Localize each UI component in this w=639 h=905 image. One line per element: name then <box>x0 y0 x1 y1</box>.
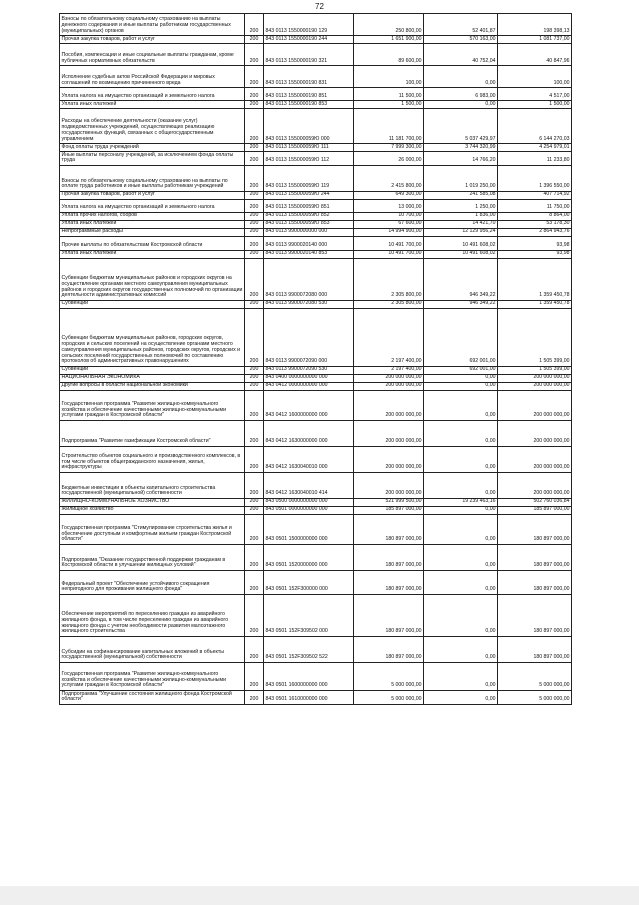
table-row <box>60 258 572 300</box>
table-row <box>60 101 572 109</box>
row-unexecuted-cell: 5 000 000,00 <box>498 690 572 704</box>
table-body <box>60 14 572 705</box>
row-unexecuted-cell: 6 144 270,03 <box>498 109 572 144</box>
row-unexecuted-cell: 1 359 450,78 <box>498 258 572 300</box>
row-approved-cell: 2 415 800,00 <box>354 165 424 191</box>
table-row <box>60 636 572 662</box>
table-row <box>60 228 572 236</box>
row-executed-cell: 1 250,00 <box>424 199 498 212</box>
row-budget-code-cell: 843 0113 155000059Ю 852 <box>264 212 354 220</box>
footer-strip <box>0 886 639 905</box>
row-unexecuted-cell: 180 897 000,00 <box>498 544 572 570</box>
row-line-code-cell: 200 <box>245 570 264 594</box>
table-row <box>60 109 572 144</box>
row-line-code-cell: 200 <box>245 88 264 101</box>
row-executed-cell: 0,00 <box>424 594 498 636</box>
row-unexecuted-cell: 180 897 000,00 <box>498 570 572 594</box>
row-name-cell: Строительство объектов социального и производственного комплексов, в том числе объектов общегражданского назначения, жилья, инфраструктуры <box>60 446 245 472</box>
row-line-code-cell: 200 <box>245 594 264 636</box>
row-name-cell: Государственная программа "Развитие жилищно-коммунального хозяйства и обеспечение качественными жилищно-коммунальными услугами граждан в Костромской области" <box>60 390 245 420</box>
table-row <box>60 66 572 88</box>
table-row <box>60 14 572 36</box>
row-line-code-cell: 200 <box>245 636 264 662</box>
table-row <box>60 36 572 44</box>
row-unexecuted-cell: 93,98 <box>498 236 572 250</box>
row-executed-cell: 0,00 <box>424 382 498 390</box>
row-line-code-cell: 200 <box>245 446 264 472</box>
row-name-cell: Уплата прочих налогов, сборов <box>60 212 245 220</box>
row-line-code-cell: 200 <box>245 250 264 258</box>
table-row <box>60 152 572 166</box>
row-approved-cell: 89 600,00 <box>354 44 424 66</box>
row-approved-cell: 521 999 500,00 <box>354 498 424 506</box>
row-unexecuted-cell: 1 500,00 <box>498 101 572 109</box>
row-name-cell: Федеральный проект "Обеспечение устойчивого сокращения непригодного для проживания жилищного фонда" <box>60 570 245 594</box>
row-approved-cell: 100,00 <box>354 66 424 88</box>
row-executed-cell: 14 421,70 <box>424 220 498 228</box>
row-line-code-cell: 200 <box>245 662 264 690</box>
row-name-cell: Непрограммные расходы <box>60 228 245 236</box>
row-approved-cell: 180 897 000,00 <box>354 544 424 570</box>
row-budget-code-cell: 843 0113 9900072080 000 <box>264 258 354 300</box>
row-name-cell: Обеспечение мероприятий по переселению граждан из аварийного жилищного фонда, в том числе переселению граждан из аварийного жилищного фонда с учетом необходимости развития малоэтажного жилищного строительства <box>60 594 245 636</box>
row-executed-cell: 0,00 <box>424 472 498 498</box>
row-approved-cell: 200 000 000,00 <box>354 472 424 498</box>
row-unexecuted-cell: 8 864,00 <box>498 212 572 220</box>
row-line-code-cell: 200 <box>245 374 264 382</box>
row-executed-cell: 0,00 <box>424 101 498 109</box>
row-budget-code-cell: 843 0113 1550000190 851 <box>264 88 354 101</box>
row-name-cell: Субвенции <box>60 366 245 374</box>
row-name-cell: Субвенции <box>60 300 245 308</box>
row-executed-cell: 10 491 608,02 <box>424 236 498 250</box>
row-approved-cell: 180 897 000,00 <box>354 514 424 544</box>
row-executed-cell: 946 349,22 <box>424 258 498 300</box>
row-name-cell: Государственная программа "Развитие жилищно-коммунального хозяйства и обеспечение качественными жилищно-коммунальными услугами граждан в Костромской области" <box>60 662 245 690</box>
row-line-code-cell: 200 <box>245 544 264 570</box>
table-row <box>60 44 572 66</box>
row-budget-code-cell: 843 0113 9900072090 530 <box>264 366 354 374</box>
table-row <box>60 570 572 594</box>
row-budget-code-cell: 843 0113 1550000190 129 <box>264 14 354 36</box>
row-executed-cell: 6 983,00 <box>424 88 498 101</box>
row-line-code-cell: 200 <box>245 506 264 514</box>
row-budget-code-cell: 843 0113 1550000190 853 <box>264 101 354 109</box>
row-executed-cell: 241 585,08 <box>424 191 498 199</box>
row-unexecuted-cell: 11 750,00 <box>498 199 572 212</box>
row-unexecuted-cell: 93,98 <box>498 250 572 258</box>
row-budget-code-cell: 843 0501 0000000000 000 <box>264 506 354 514</box>
row-unexecuted-cell: 11 233,80 <box>498 152 572 166</box>
row-unexecuted-cell: 180 897 000,00 <box>498 594 572 636</box>
row-executed-cell: 10 491 608,02 <box>424 250 498 258</box>
row-executed-cell: 40 752,04 <box>424 44 498 66</box>
row-approved-cell: 13 000,00 <box>354 199 424 212</box>
row-name-cell: Взносы по обязательному социальному страхованию на выплаты по оплате труда работников и иные выплаты работникам учреждений <box>60 165 245 191</box>
row-line-code-cell: 200 <box>245 101 264 109</box>
row-executed-cell: 946 349,22 <box>424 300 498 308</box>
table-row <box>60 472 572 498</box>
row-budget-code-cell: 843 0113 155000059Ю 853 <box>264 220 354 228</box>
table-row <box>60 366 572 374</box>
row-name-cell: ЖИЛИЩНО-КОММУНАЛЬНОЕ ХОЗЯЙСТВО <box>60 498 245 506</box>
row-budget-code-cell: 843 0400 0000000000 000 <box>264 374 354 382</box>
row-approved-cell: 7 999 300,00 <box>354 144 424 152</box>
row-executed-cell: 0,00 <box>424 420 498 446</box>
row-approved-cell: 26 000,00 <box>354 152 424 166</box>
row-executed-cell: 0,00 <box>424 514 498 544</box>
row-unexecuted-cell: 200 000 000,00 <box>498 446 572 472</box>
row-budget-code-cell: 843 0412 1630040010 000 <box>264 446 354 472</box>
row-approved-cell: 2 305 800,00 <box>354 258 424 300</box>
row-approved-cell: 180 897 000,00 <box>354 570 424 594</box>
table-row <box>60 88 572 101</box>
row-name-cell: Жилищное хозяйство <box>60 506 245 514</box>
row-budget-code-cell: 843 0113 9900072080 530 <box>264 300 354 308</box>
row-budget-code-cell: 843 0501 152F309502 522 <box>264 636 354 662</box>
row-approved-cell: 200 000 000,00 <box>354 446 424 472</box>
row-approved-cell: 10 700,00 <box>354 212 424 220</box>
table-row <box>60 308 572 366</box>
row-line-code-cell: 200 <box>245 44 264 66</box>
row-budget-code-cell: 843 0113 155000059Ю 111 <box>264 144 354 152</box>
row-line-code-cell: 200 <box>245 258 264 300</box>
row-line-code-cell: 200 <box>245 66 264 88</box>
row-budget-code-cell: 843 0113 1550000190 321 <box>264 44 354 66</box>
table-row <box>60 514 572 544</box>
table-row <box>60 165 572 191</box>
row-line-code-cell: 200 <box>245 220 264 228</box>
table-row <box>60 382 572 390</box>
row-line-code-cell: 200 <box>245 420 264 446</box>
row-unexecuted-cell: 1 081 737,00 <box>498 36 572 44</box>
row-approved-cell: 14 994 900,00 <box>354 228 424 236</box>
row-approved-cell: 649 300,00 <box>354 191 424 199</box>
row-budget-code-cell: 843 0412 0000000000 000 <box>264 382 354 390</box>
row-unexecuted-cell: 1 505 399,00 <box>498 366 572 374</box>
table-row <box>60 191 572 199</box>
row-budget-code-cell: 843 0113 1550000190 831 <box>264 66 354 88</box>
row-executed-cell: 570 163,00 <box>424 36 498 44</box>
row-name-cell: Государственная программа "Стимулирование строительства жилья и обеспечение доступным и комфортным жильем граждан Костромской области" <box>60 514 245 544</box>
row-approved-cell: 200 000 000,00 <box>354 390 424 420</box>
budget-execution-table <box>59 13 572 705</box>
row-approved-cell: 5 000 000,00 <box>354 690 424 704</box>
row-name-cell: Другие вопросы в области национальной экономики <box>60 382 245 390</box>
table-row <box>60 594 572 636</box>
row-executed-cell: 52 401,87 <box>424 14 498 36</box>
row-executed-cell: 0,00 <box>424 570 498 594</box>
row-name-cell: Уплата налога на имущество организаций и земельного налога <box>60 88 245 101</box>
row-name-cell: Уплата налога на имущество организаций и земельного налога <box>60 199 245 212</box>
row-line-code-cell: 200 <box>245 382 264 390</box>
row-name-cell: Субсидии на софинансирование капитальных вложений в объекты государственной (муниципальной) собственности <box>60 636 245 662</box>
row-budget-code-cell: 843 0412 1630040010 414 <box>264 472 354 498</box>
row-budget-code-cell: 843 0113 9900020140 000 <box>264 236 354 250</box>
row-approved-cell: 1 651 900,00 <box>354 36 424 44</box>
row-executed-cell: 692 001,00 <box>424 308 498 366</box>
table-row <box>60 390 572 420</box>
row-executed-cell: 1 836,00 <box>424 212 498 220</box>
row-line-code-cell: 200 <box>245 514 264 544</box>
row-unexecuted-cell: 200 000 000,00 <box>498 374 572 382</box>
row-line-code-cell: 200 <box>245 212 264 220</box>
page-number: 72 <box>315 2 324 11</box>
row-line-code-cell: 200 <box>245 300 264 308</box>
row-line-code-cell: 200 <box>245 191 264 199</box>
row-unexecuted-cell: 53 178,30 <box>498 220 572 228</box>
row-unexecuted-cell: 185 897 000,00 <box>498 506 572 514</box>
row-name-cell: Уплата иных платежей <box>60 250 245 258</box>
row-unexecuted-cell: 200 000 000,00 <box>498 420 572 446</box>
row-line-code-cell: 200 <box>245 144 264 152</box>
row-name-cell: Бюджетные инвестиции в объекты капитального строительства государственной (муниципальной) собственности <box>60 472 245 498</box>
row-approved-cell: 10 491 700,00 <box>354 250 424 258</box>
row-budget-code-cell: 843 0501 1600000000 000 <box>264 662 354 690</box>
row-line-code-cell: 200 <box>245 165 264 191</box>
row-line-code-cell: 200 <box>245 690 264 704</box>
row-approved-cell: 11 500,00 <box>354 88 424 101</box>
row-approved-cell: 2 197 400,00 <box>354 308 424 366</box>
table-row <box>60 236 572 250</box>
row-unexecuted-cell: 180 897 000,00 <box>498 514 572 544</box>
row-unexecuted-cell: 407 714,92 <box>498 191 572 199</box>
row-budget-code-cell: 843 0412 1630000000 000 <box>264 420 354 446</box>
row-line-code-cell: 200 <box>245 390 264 420</box>
row-budget-code-cell: 843 0412 1600000000 000 <box>264 390 354 420</box>
row-unexecuted-cell: 180 897 000,00 <box>498 636 572 662</box>
table-row <box>60 690 572 704</box>
row-name-cell: Прочая закупка товаров, работ и услуг <box>60 36 245 44</box>
row-unexecuted-cell: 1 396 550,00 <box>498 165 572 191</box>
row-line-code-cell: 200 <box>245 472 264 498</box>
table-row <box>60 498 572 506</box>
row-approved-cell: 67 600,00 <box>354 220 424 228</box>
row-executed-cell: 14 766,20 <box>424 152 498 166</box>
row-budget-code-cell: 843 0113 1550000190 244 <box>264 36 354 44</box>
row-approved-cell: 250 800,00 <box>354 14 424 36</box>
table-row <box>60 662 572 690</box>
row-unexecuted-cell: 198 398,13 <box>498 14 572 36</box>
row-unexecuted-cell: 40 847,96 <box>498 44 572 66</box>
row-budget-code-cell: 843 0113 9900072090 000 <box>264 308 354 366</box>
table-row <box>60 446 572 472</box>
row-executed-cell: 0,00 <box>424 66 498 88</box>
row-executed-cell: 0,00 <box>424 662 498 690</box>
row-line-code-cell: 200 <box>245 498 264 506</box>
row-executed-cell: 5 037 429,97 <box>424 109 498 144</box>
row-executed-cell: 0,00 <box>424 374 498 382</box>
row-approved-cell: 180 897 000,00 <box>354 636 424 662</box>
table-row <box>60 220 572 228</box>
row-executed-cell: 12 129 956,24 <box>424 228 498 236</box>
row-name-cell: Субвенции бюджетам муниципальных районов и городских округов на осуществление органами местного самоуправления муниципальных районов и городских округов государственных полномочий по организации деятельности административных комиссий <box>60 258 245 300</box>
row-budget-code-cell: 843 0501 152F300000 000 <box>264 570 354 594</box>
row-unexecuted-cell: 100,00 <box>498 66 572 88</box>
table-row <box>60 144 572 152</box>
row-budget-code-cell: 843 0113 155000059Ю 851 <box>264 199 354 212</box>
row-budget-code-cell: 843 0501 1610000000 000 <box>264 690 354 704</box>
row-executed-cell: 0,00 <box>424 446 498 472</box>
row-unexecuted-cell: 5 000 000,00 <box>498 662 572 690</box>
row-approved-cell: 10 491 700,00 <box>354 236 424 250</box>
row-budget-code-cell: 843 0113 155000059Ю 244 <box>264 191 354 199</box>
row-unexecuted-cell: 4 517,00 <box>498 88 572 101</box>
row-executed-cell: 3 744 320,99 <box>424 144 498 152</box>
row-line-code-cell: 200 <box>245 228 264 236</box>
row-unexecuted-cell: 1 505 399,00 <box>498 308 572 366</box>
row-executed-cell: 0,00 <box>424 690 498 704</box>
row-name-cell: Уплата иных платежей <box>60 220 245 228</box>
row-approved-cell: 200 000 000,00 <box>354 382 424 390</box>
row-approved-cell: 185 897 000,00 <box>354 506 424 514</box>
table-row <box>60 212 572 220</box>
row-line-code-cell: 200 <box>245 109 264 144</box>
table-row <box>60 199 572 212</box>
table-row <box>60 506 572 514</box>
row-name-cell: Взносы по обязательному социальному страхованию на выплаты денежного содержания и иные выплаты работникам государственных (муниципальных) органов <box>60 14 245 36</box>
row-budget-code-cell: 843 0113 155000059Ю 112 <box>264 152 354 166</box>
row-line-code-cell: 200 <box>245 366 264 374</box>
row-budget-code-cell: 843 0113 155000059Ю 119 <box>264 165 354 191</box>
row-approved-cell: 11 181 700,00 <box>354 109 424 144</box>
row-budget-code-cell: 843 0501 1520000000 000 <box>264 544 354 570</box>
table-row <box>60 250 572 258</box>
row-executed-cell: 19 239 463,16 <box>424 498 498 506</box>
row-name-cell: Пособия, компенсации и иные социальные выплаты гражданам, кроме публичных нормативных обязательств <box>60 44 245 66</box>
row-unexecuted-cell: 4 254 979,01 <box>498 144 572 152</box>
row-unexecuted-cell: 200 000 000,00 <box>498 382 572 390</box>
row-name-cell: Уплата иных платежей <box>60 101 245 109</box>
row-unexecuted-cell: 2 864 943,76 <box>498 228 572 236</box>
row-unexecuted-cell: 1 359 450,78 <box>498 300 572 308</box>
row-unexecuted-cell: 200 000 000,00 <box>498 472 572 498</box>
row-line-code-cell: 200 <box>245 236 264 250</box>
row-name-cell: Подпрограмма "Развитие газификации Костромской области" <box>60 420 245 446</box>
row-budget-code-cell: 843 0501 1500000000 000 <box>264 514 354 544</box>
row-line-code-cell: 200 <box>245 152 264 166</box>
row-line-code-cell: 200 <box>245 308 264 366</box>
row-approved-cell: 200 000 000,00 <box>354 374 424 382</box>
row-approved-cell: 1 500,00 <box>354 101 424 109</box>
row-line-code-cell: 200 <box>245 199 264 212</box>
table-row <box>60 374 572 382</box>
row-executed-cell: 0,00 <box>424 390 498 420</box>
row-line-code-cell: 200 <box>245 36 264 44</box>
row-budget-code-cell: 843 0113 9900020140 853 <box>264 250 354 258</box>
row-budget-code-cell: 843 0501 152F309502 000 <box>264 594 354 636</box>
row-approved-cell: 5 000 000,00 <box>354 662 424 690</box>
row-name-cell: Прочая закупка товаров, работ и услуг <box>60 191 245 199</box>
row-executed-cell: 0,00 <box>424 506 498 514</box>
row-name-cell: Исполнение судебных актов Российской Федерации и мировых соглашений по возмещению причиненного вреда <box>60 66 245 88</box>
budget-table-sheet <box>59 13 571 705</box>
row-budget-code-cell: 843 0500 0000000000 000 <box>264 498 354 506</box>
row-executed-cell: 692 001,00 <box>424 366 498 374</box>
row-unexecuted-cell: 502 760 036,84 <box>498 498 572 506</box>
row-unexecuted-cell: 200 000 000,00 <box>498 390 572 420</box>
row-name-cell: Иные выплаты персоналу учреждений, за исключением фонда оплаты труда <box>60 152 245 166</box>
row-line-code-cell: 200 <box>245 14 264 36</box>
row-executed-cell: 1 019 250,00 <box>424 165 498 191</box>
row-approved-cell: 180 897 000,00 <box>354 594 424 636</box>
row-approved-cell: 2 305 800,00 <box>354 300 424 308</box>
table-row <box>60 544 572 570</box>
row-approved-cell: 200 000 000,00 <box>354 420 424 446</box>
row-name-cell: Фонд оплаты труда учреждений <box>60 144 245 152</box>
row-name-cell: Субвенции бюджетам муниципальных районов, городских округов, городских и сельских поселений на осуществление органами местного самоуправления муниципальных районов, городских округов, городских и сельских поселений государственных полномочий по составлению протоколов об административных правонарушениях <box>60 308 245 366</box>
row-executed-cell: 0,00 <box>424 636 498 662</box>
row-approved-cell: 2 197 400,00 <box>354 366 424 374</box>
row-name-cell: Подпрограмма "Улучшение состояния жилищного фонда Костромской области" <box>60 690 245 704</box>
row-name-cell: НАЦИОНАЛЬНАЯ ЭКОНОМИКА <box>60 374 245 382</box>
row-name-cell: Расходы на обеспечение деятельности (оказание услуг) подведомственных учреждений, осуществляющих реализацию государственных функций, связанных с общегосударственным управлением <box>60 109 245 144</box>
table-row <box>60 300 572 308</box>
row-executed-cell: 0,00 <box>424 544 498 570</box>
row-budget-code-cell: 843 0113 9900000000 000 <box>264 228 354 236</box>
row-name-cell: Подпрограмма "Оказание государственной поддержки гражданам в Костромской области в улучшении жилищных условий" <box>60 544 245 570</box>
row-name-cell: Прочие выплаты по обязательствам Костромской области <box>60 236 245 250</box>
row-budget-code-cell: 843 0113 155000059Ю 000 <box>264 109 354 144</box>
table-row <box>60 420 572 446</box>
